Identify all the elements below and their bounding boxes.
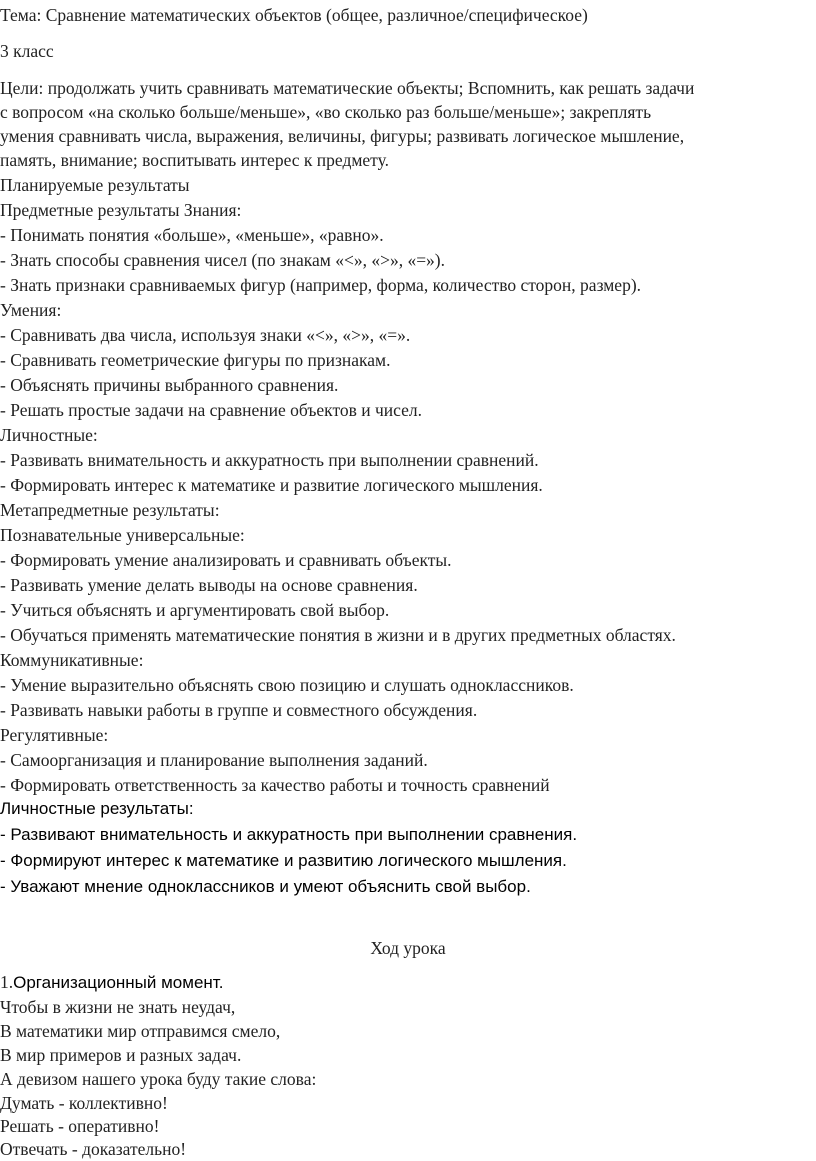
lesson-progress-heading: Ход урока: [370, 938, 446, 958]
goals-line: умения сравнивать числа, выражения, величины, фигуры; развивать логическое мышление,: [0, 126, 685, 146]
personal-results-heading: Личностные результаты:: [0, 799, 194, 818]
motto-line: Отвечать - доказательно!: [0, 1139, 187, 1159]
personal-heading: Личностные:: [0, 425, 98, 445]
result-line: - Самоорганизация и планирование выполнения заданий.: [0, 750, 428, 770]
personal-result-line: - Формируют интерес к математике и развитию логического мышления.: [0, 851, 567, 870]
org-moment-title: Организационный момент.: [13, 973, 224, 992]
result-line: - Формировать интерес к математике и развитие логического мышления.: [0, 475, 543, 495]
goals-line: память, внимание; воспитывать интерес к предмету.: [0, 150, 389, 170]
result-line: - Формировать умение анализировать и сравнивать объекты.: [0, 550, 452, 570]
poem-line: Чтобы в жизни не знать неудач,: [0, 997, 236, 1017]
result-line: - Понимать понятия «больше», «меньше», «равно».: [0, 225, 384, 245]
personal-result-line: - Уважают мнение одноклассников и умеют объяснить свой выбор.: [0, 877, 531, 896]
poem-line: В математики мир отправимся смело,: [0, 1021, 281, 1041]
cognitive-heading: Познавательные универсальные:: [0, 525, 245, 545]
motto-line: Решать - оперативно!: [0, 1116, 160, 1136]
regulatory-heading: Регулятивные:: [0, 725, 109, 745]
result-line: - Формировать ответственность за качество работы и точность сравнений: [0, 775, 550, 795]
result-line: - Развивать навыки работы в группе и совместного обсуждения.: [0, 700, 478, 720]
org-moment-heading: [0, 970, 223, 995]
org-moment-number: 1.: [0, 972, 14, 992]
result-line: - Развивать умение делать выводы на основе сравнения.: [0, 575, 418, 595]
subject-results-heading: Предметные результаты Знания:: [0, 200, 242, 220]
result-line: - Сравнивать два числа, используя знаки «<», «>», «=».: [0, 325, 411, 345]
poem-line: В мир примеров и разных задач.: [0, 1045, 242, 1065]
result-line: - Объяснять причины выбранного сравнения.: [0, 375, 339, 395]
result-line: - Умение выразительно объяснять свою позицию и слушать одноклассников.: [0, 675, 574, 695]
result-line: - Учиться объяснять и аргументировать свой выбор.: [0, 600, 390, 620]
grade-label: 3 класс: [0, 41, 54, 61]
personal-result-line: - Развивают внимательность и аккуратность при выполнении сравнения.: [0, 825, 578, 844]
result-line: - Развивать внимательность и аккуратность при выполнении сравнений.: [0, 450, 539, 470]
planned-results-heading: Планируемые результаты: [0, 175, 190, 195]
communicative-heading: Коммуникативные:: [0, 650, 144, 670]
motto-line: Думать - коллективно!: [0, 1093, 168, 1113]
goals-line: с вопросом «на сколько больше/меньше», «во сколько раз больше/меньше»; закреплять: [0, 102, 652, 122]
result-line: - Знать признаки сравниваемых фигур (например, форма, количество сторон, размер).: [0, 275, 642, 295]
result-line: - Знать способы сравнения чисел (по знакам «<», «>», «=»).: [0, 250, 446, 270]
result-line: - Сравнивать геометрические фигуры по признакам.: [0, 350, 391, 370]
poem-line: А девизом нашего урока буду такие слова:: [0, 1069, 317, 1089]
meta-results-heading: Метапредметные результаты:: [0, 500, 220, 520]
skills-heading: Умения:: [0, 300, 62, 320]
lesson-topic: Тема: Сравнение математических объектов (общее, различное/специфическое): [0, 5, 588, 25]
goals-line: Цели: продолжать учить сравнивать математические объекты; Вспомнить, как решать задачи: [0, 78, 695, 98]
result-line: - Решать простые задачи на сравнение объектов и чисел.: [0, 400, 423, 420]
result-line: - Обучаться применять математические понятия в жизни и в других предметных областях.: [0, 625, 676, 645]
